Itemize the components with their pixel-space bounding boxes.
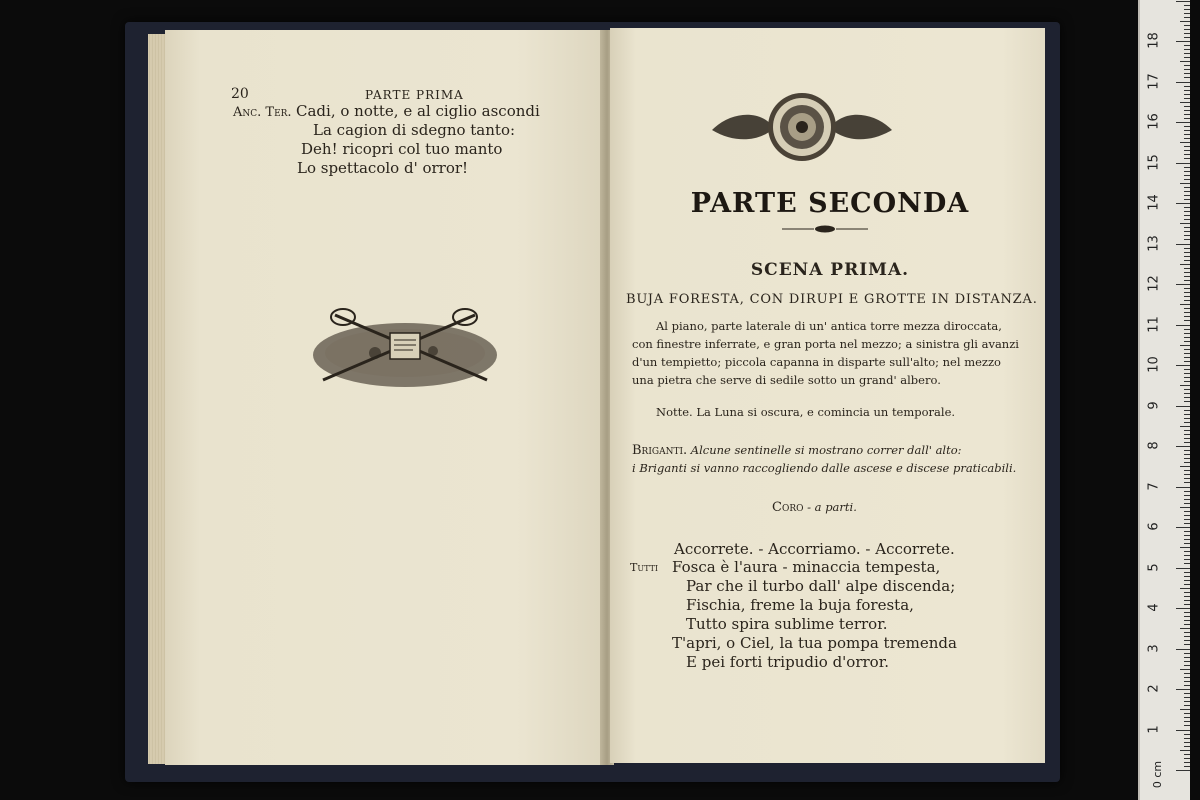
ruler-tick	[1184, 260, 1190, 261]
ruler-tick	[1184, 57, 1190, 58]
ruler-number: 17	[1146, 72, 1162, 90]
ruler-tick	[1184, 268, 1190, 269]
ruler-tick	[1180, 466, 1190, 467]
ruler-tick	[1184, 491, 1190, 492]
ruler-tick	[1184, 106, 1190, 107]
ruler-tick	[1176, 730, 1190, 731]
ruler-tick	[1184, 199, 1190, 200]
part-title: PARTE SECONDA	[690, 188, 970, 219]
ruler-tick	[1184, 187, 1190, 188]
ruler-tick	[1184, 239, 1190, 240]
ruler-tick	[1184, 296, 1190, 297]
ruler-number: 18	[1146, 32, 1162, 49]
night-note: Notte. La Luna si oscura, e comincia un temporale.	[656, 405, 956, 419]
ruler-tick	[1180, 345, 1190, 346]
ruler-tick	[1176, 649, 1190, 650]
ruler-tick	[1184, 17, 1190, 18]
ruler-number: 15	[1146, 153, 1162, 171]
ruler-tick	[1180, 588, 1190, 589]
description-line: d'un tempietto; piccola capanna in disparte sull'alto; nel mezzo	[632, 355, 1001, 369]
ruler-tick	[1184, 746, 1190, 747]
ruler-tick	[1184, 235, 1190, 236]
ruler-tick	[1184, 373, 1190, 374]
ruler-tick	[1184, 555, 1190, 556]
ruler-tick	[1184, 685, 1190, 686]
ruler-tick	[1184, 438, 1190, 439]
ruler-tick	[1184, 280, 1190, 281]
ruler-tick	[1184, 389, 1190, 390]
ruler-tick	[1180, 102, 1190, 103]
verse-line: Lo spettacolo d' orror!	[297, 159, 469, 177]
ruler-tick	[1184, 418, 1190, 419]
ruler-tick	[1184, 559, 1190, 560]
ruler-tick	[1180, 750, 1190, 751]
ruler-tick	[1184, 288, 1190, 289]
ruler-tick	[1184, 721, 1190, 722]
chorus-line: T'apri, o Ciel, la tua pompa tremenda	[672, 634, 957, 652]
ruler-tick	[1184, 312, 1190, 313]
ruler-tick	[1184, 25, 1190, 26]
ruler-tick	[1184, 442, 1190, 443]
ruler-tick	[1184, 758, 1190, 759]
ruler-tick	[1184, 511, 1190, 512]
ruler-tick	[1184, 114, 1190, 115]
ruler-tick	[1184, 636, 1190, 637]
ruler-tick	[1176, 608, 1190, 609]
ruler-tick	[1184, 620, 1190, 621]
ruler-tick	[1184, 653, 1190, 654]
ruler-tick	[1184, 353, 1190, 354]
ruler-tick	[1184, 98, 1190, 99]
ruler-tick	[1184, 110, 1190, 111]
ruler-tick	[1184, 766, 1190, 767]
ruler-tick	[1184, 29, 1190, 30]
measurement-ruler	[1138, 0, 1190, 800]
ruler-tick	[1184, 276, 1190, 277]
ruler-tick	[1184, 713, 1190, 714]
ruler-tick	[1176, 244, 1190, 245]
ruler-tick	[1180, 61, 1190, 62]
ruler-tick	[1184, 393, 1190, 394]
ruler-tick	[1184, 211, 1190, 212]
ruler-tick	[1176, 406, 1190, 407]
ruler-tick	[1184, 146, 1190, 147]
ruler-tick	[1180, 507, 1190, 508]
ruler-tick	[1184, 644, 1190, 645]
ruler-tick	[1184, 320, 1190, 321]
ruler-tick	[1184, 499, 1190, 500]
ruler-tick	[1184, 414, 1190, 415]
ruler-tick	[1180, 547, 1190, 548]
ruler-tick	[1180, 304, 1190, 305]
briganti-direction	[632, 441, 962, 460]
ruler-number: 1	[1146, 724, 1162, 734]
ruler-tick	[1184, 632, 1190, 633]
ruler-number: 13	[1146, 234, 1162, 252]
ruler-tick	[1184, 673, 1190, 674]
ruler-number: 6	[1146, 522, 1162, 531]
ruler-tick	[1184, 167, 1190, 168]
ruler-tick	[1184, 69, 1190, 70]
briganti-text: Alcune sentinelle si mostrano correr dall' alto:	[690, 443, 962, 457]
ruler-tick	[1184, 256, 1190, 257]
ruler-tick	[1176, 284, 1190, 285]
ruler-tick	[1180, 264, 1190, 265]
ruler-tick	[1176, 365, 1190, 366]
ruler-tick	[1184, 454, 1190, 455]
ruler-tick	[1184, 478, 1190, 479]
briganti-text-2: i Briganti si vanno raccogliendo dalle ascese e discese praticabili.	[632, 461, 1017, 475]
ruler-tick	[1184, 592, 1190, 593]
ruler-number: 2	[1146, 684, 1162, 693]
small-flourish-divider-icon	[780, 224, 870, 234]
ruler-tick	[1184, 5, 1190, 6]
ruler-tick	[1184, 470, 1190, 471]
ruler-tick	[1184, 252, 1190, 253]
ruler-tick	[1184, 450, 1190, 451]
ruler-tick	[1184, 158, 1190, 159]
ruler-tick	[1184, 195, 1190, 196]
ruler-tick	[1184, 73, 1190, 74]
ruler-number: 8	[1146, 441, 1162, 450]
coro-direction	[772, 498, 857, 517]
ruler-tick	[1184, 580, 1190, 581]
ruler-tick	[1184, 33, 1190, 34]
ruler-tick	[1184, 150, 1190, 151]
ruler-tick	[1184, 90, 1190, 91]
ruler-tick	[1184, 640, 1190, 641]
ruler-tick	[1184, 361, 1190, 362]
ruler-tick	[1184, 482, 1190, 483]
tutti-label: Tutti	[630, 561, 659, 574]
ruler-tick	[1176, 770, 1190, 771]
ruler-tick	[1176, 122, 1190, 123]
ruler-tick	[1184, 701, 1190, 702]
ruler-tick	[1184, 333, 1190, 334]
ruler-tick	[1176, 163, 1190, 164]
ruler-tick	[1184, 616, 1190, 617]
ruler-tick	[1184, 13, 1190, 14]
ruler-tick	[1184, 118, 1190, 119]
chorus-first-line: Accorrete. - Accorriamo. - Accorrete.	[674, 540, 955, 558]
ruler-tick	[1184, 130, 1190, 131]
ruler-tick	[1184, 77, 1190, 78]
scene-title: SCENA PRIMA.	[750, 260, 910, 280]
ruler-tick	[1180, 142, 1190, 143]
ruler-tick	[1184, 179, 1190, 180]
ruler-tick	[1184, 207, 1190, 208]
ruler-tick	[1184, 503, 1190, 504]
ruler-tick	[1184, 308, 1190, 309]
ruler-tick	[1184, 9, 1190, 10]
setting-heading: BUJA FORESTA, CON DIRUPI E GROTTE IN DISTANZA.	[626, 292, 1038, 307]
ruler-tick	[1184, 539, 1190, 540]
ruler-tick	[1184, 519, 1190, 520]
ruler-tick	[1184, 37, 1190, 38]
ruler-tick	[1184, 725, 1190, 726]
ruler-tick	[1184, 215, 1190, 216]
ruler-tick	[1184, 248, 1190, 249]
coro-note: - a parti.	[807, 500, 857, 514]
ruler-tick	[1184, 369, 1190, 370]
chorus-line: Fosca è l'aura - minaccia tempesta,	[672, 558, 941, 576]
ruler-tick	[1184, 705, 1190, 706]
ruler-tick	[1184, 657, 1190, 658]
ruler-tick	[1176, 82, 1190, 83]
ruler-tick	[1184, 401, 1190, 402]
left-page	[165, 30, 605, 765]
ruler-tick	[1184, 45, 1190, 46]
ruler-tick	[1180, 426, 1190, 427]
ruler-tick	[1184, 543, 1190, 544]
description-line: una pietra che serve di sedile sotto un grand' albero.	[632, 373, 941, 387]
swords-and-scroll-vignette-icon	[305, 295, 505, 395]
ruler-tick	[1180, 628, 1190, 629]
ruler-tick	[1176, 325, 1190, 326]
ruler-tick	[1184, 462, 1190, 463]
coro-label: Coro	[772, 500, 804, 515]
ruler-tick	[1184, 219, 1190, 220]
ruler-tick	[1184, 86, 1190, 87]
chorus-line: E pei forti tripudio d'orror.	[686, 653, 889, 671]
ruler-tick	[1184, 600, 1190, 601]
ruler-number: 3	[1146, 643, 1162, 653]
chorus-line: Par che il turbo dall' alpe discenda;	[686, 577, 956, 595]
ruler-tick	[1184, 292, 1190, 293]
ruler-tick	[1184, 762, 1190, 763]
briganti-label: Briganti.	[632, 443, 688, 458]
ruler-tick	[1184, 563, 1190, 564]
ruler-tick	[1176, 689, 1190, 690]
ruler-tick	[1184, 422, 1190, 423]
ruler-tick	[1184, 227, 1190, 228]
ruler-number: 9	[1146, 400, 1162, 410]
right-page	[610, 28, 1045, 763]
ruler-tick	[1184, 738, 1190, 739]
ruler-tick	[1184, 604, 1190, 605]
ruler-tick	[1184, 742, 1190, 743]
ruler-tick	[1184, 357, 1190, 358]
ruler-tick	[1184, 661, 1190, 662]
ruler-number: 5	[1146, 562, 1162, 572]
ruler-tick	[1184, 665, 1190, 666]
ruler-tick	[1184, 754, 1190, 755]
ruler-tick	[1180, 21, 1190, 22]
ruler-tick	[1184, 584, 1190, 585]
ruler-tick	[1184, 596, 1190, 597]
ruler-number: 4	[1146, 603, 1162, 612]
ruler-tick	[1184, 523, 1190, 524]
ruler-tick	[1184, 175, 1190, 176]
ruler-tick	[1184, 531, 1190, 532]
ruler-tick	[1184, 624, 1190, 625]
ruler-number: 16	[1146, 113, 1162, 130]
ruler-tick	[1184, 341, 1190, 342]
ruler-tick	[1176, 41, 1190, 42]
ruler-number: 14	[1146, 194, 1162, 211]
ruler-tick	[1184, 349, 1190, 350]
ruler-tick	[1184, 677, 1190, 678]
ruler-tick	[1184, 300, 1190, 301]
chorus-line: Tutto spira sublime terror.	[686, 615, 888, 633]
ruler-tick	[1176, 203, 1190, 204]
ruler-tick	[1180, 183, 1190, 184]
ruler-tick	[1184, 551, 1190, 552]
ruler-tick	[1184, 65, 1190, 66]
ruler-tick	[1180, 709, 1190, 710]
chorus-line: Fischia, freme la buja foresta,	[686, 596, 914, 614]
ruler-tick	[1184, 329, 1190, 330]
ruler-tick	[1184, 535, 1190, 536]
ruler-tick	[1184, 94, 1190, 95]
description-line: Al piano, parte laterale di un' antica torre mezza diroccata,	[656, 319, 1002, 333]
ruler-tick	[1184, 191, 1190, 192]
ruler-tick	[1180, 223, 1190, 224]
ruler-tick	[1176, 446, 1190, 447]
ruler-tick	[1176, 487, 1190, 488]
ruler-tick	[1184, 474, 1190, 475]
ruler-tick	[1184, 717, 1190, 718]
ruler-tick	[1184, 381, 1190, 382]
running-head: PARTE PRIMA	[365, 88, 464, 102]
ruler-tick	[1184, 572, 1190, 573]
ruler-number: 10	[1146, 356, 1162, 373]
ruler-tick	[1184, 138, 1190, 139]
ruler-tick	[1184, 734, 1190, 735]
ruler-tick	[1184, 612, 1190, 613]
ruler-tick	[1184, 134, 1190, 135]
ruler-tick	[1184, 171, 1190, 172]
ruler-tick	[1176, 527, 1190, 528]
ruler-tick	[1184, 316, 1190, 317]
ruler-tick	[1184, 53, 1190, 54]
verse-line: Cadi, o notte, e al ciglio ascondi	[296, 102, 540, 120]
ruler-number: 12	[1146, 275, 1162, 292]
ruler-tick	[1184, 231, 1190, 232]
ruler-tick	[1184, 410, 1190, 411]
medallion-with-scrollwork-icon	[702, 90, 902, 165]
ruler-tick	[1184, 458, 1190, 459]
ruler-tick	[1184, 377, 1190, 378]
ruler-tick	[1184, 430, 1190, 431]
ruler-tick	[1176, 568, 1190, 569]
ruler-tick	[1184, 693, 1190, 694]
verse-line: La cagion di sdegno tanto:	[313, 121, 516, 139]
description-line: con finestre inferrate, e gran porta nel mezzo; a sinistra gli avanzi	[632, 337, 1019, 351]
ruler-tick	[1180, 669, 1190, 670]
ruler-tick	[1184, 397, 1190, 398]
ruler-tick	[1180, 385, 1190, 386]
ruler-tick	[1184, 434, 1190, 435]
ruler-tick	[1184, 49, 1190, 50]
speaker-label: Anc. Ter.	[233, 105, 292, 120]
ruler-number: 11	[1146, 315, 1162, 333]
ruler-unit-label: 0 cm	[1151, 760, 1165, 789]
ruler-tick	[1184, 126, 1190, 127]
ruler-tick	[1184, 576, 1190, 577]
page-number: 20	[231, 86, 249, 102]
ruler-tick	[1184, 515, 1190, 516]
verse-line: Deh! ricopri col tuo manto	[301, 140, 503, 158]
ruler-tick	[1184, 495, 1190, 496]
ruler-tick	[1184, 337, 1190, 338]
ruler-tick	[1184, 272, 1190, 273]
ruler-tick	[1184, 154, 1190, 155]
ruler-tick	[1184, 697, 1190, 698]
ruler-number: 7	[1146, 481, 1162, 491]
ruler-tick	[1184, 681, 1190, 682]
ruler-tick	[1176, 1, 1190, 2]
